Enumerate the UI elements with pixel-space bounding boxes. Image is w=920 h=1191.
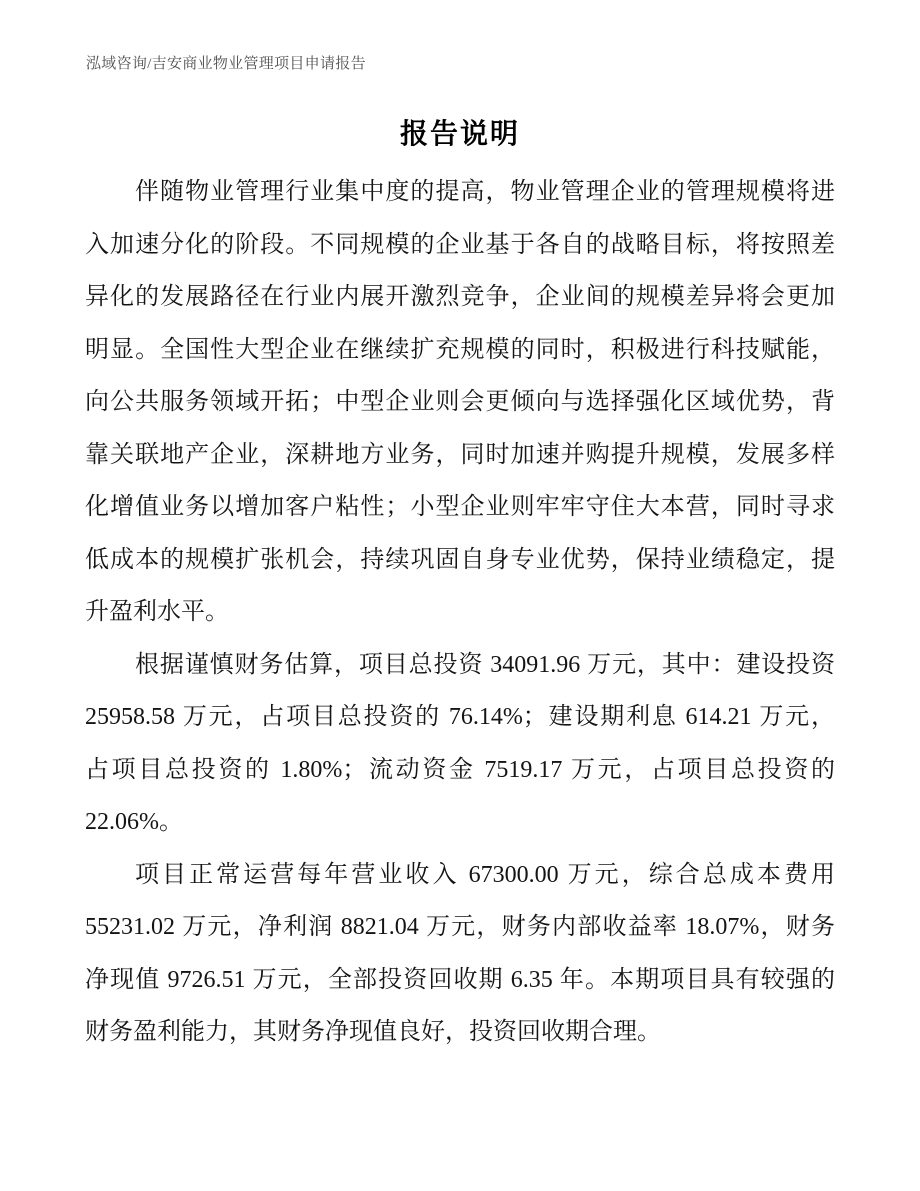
paragraph	[85, 639, 835, 849]
text-line: 靠关联地产企业，深耕地方业务，同时加速并购提升规模，发展多样	[85, 441, 835, 468]
document-body	[85, 166, 835, 1059]
text-line: 55231.02 万元，净利润 8821.04 万元，财务内部收益率 18.07%，财务	[85, 914, 835, 940]
header-text: 泓域咨询/吉安商业物业管理项目申请报告	[86, 56, 366, 72]
text-line: 异化的发展路径在行业内展开激烈竞争，企业间的规模差异将会更加	[85, 284, 835, 310]
text-line: 占项目总投资的 1.80%；流动资金 7519.17 万元，占项目总投资的	[85, 756, 835, 783]
text-line: 入加速分化的阶段。不同规模的企业基于各自的战略目标，将按照差	[85, 231, 835, 258]
text-line: 伴随物业管理行业集中度的提高，物业管理企业的管理规模将进	[135, 179, 835, 205]
text-line: 明显。全国性大型企业在继续扩充规模的同时，积极进行科技赋能，	[85, 336, 835, 363]
text-line: 25958.58 万元，占项目总投资的 76.14%；建设期利息 614.21 万元，	[85, 704, 835, 730]
text-line: 升盈利水平。	[85, 599, 229, 625]
paragraph	[85, 166, 835, 639]
text-line: 净现值 9726.51 万元，全部投资回收期 6.35 年。本期项目具有较强的	[85, 966, 835, 993]
page-header	[86, 54, 366, 74]
text-line: 项目正常运营每年营业收入 67300.00 万元，综合总成本费用	[135, 861, 835, 888]
page-title: 报告说明	[399, 119, 520, 150]
text-line: 财务盈利能力，其财务净现值良好，投资回收期合理。	[85, 1019, 661, 1045]
paragraph	[85, 849, 835, 1059]
text-line: 向公共服务领域开拓；中型企业则会更倾向与选择强化区域优势，背	[85, 389, 835, 415]
text-line: 根据谨慎财务估算，项目总投资 34091.96 万元，其中：建设投资	[135, 651, 835, 678]
text-line: 化增值业务以增加客户粘性；小型企业则牢牢守住大本营，同时寻求	[85, 494, 835, 520]
text-line: 22.06%。	[85, 809, 183, 835]
text-line: 低成本的规模扩张机会，持续巩固自身专业优势，保持业绩稳定，提	[85, 546, 835, 573]
